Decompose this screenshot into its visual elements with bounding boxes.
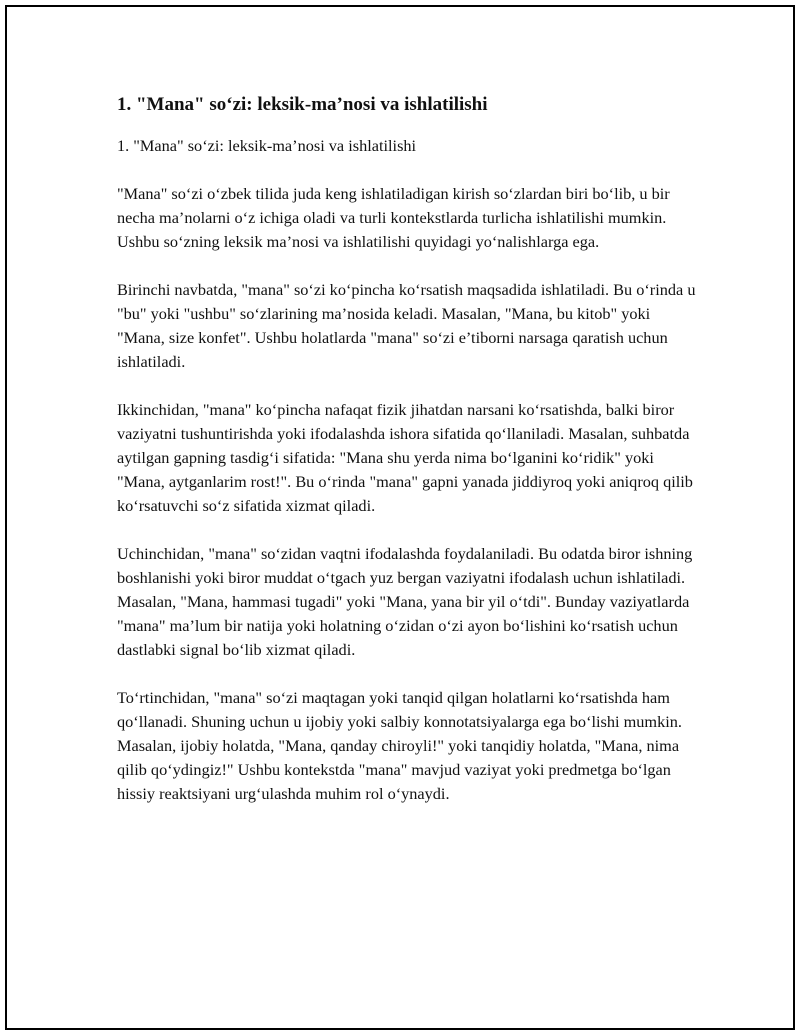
document-title: 1. "Mana" so‘zi: leksik-ma’nosi va ishlatilishi xyxy=(117,94,488,115)
paragraph-3: Ikkinchidan, "mana" ko‘pincha nafaqat fizik jihatdan narsani ko‘rsatishda, balki biror vaziyatni tushuntirishda yoki ifodalashda ishora sifatida qo‘llaniladi. Masalan, suhbatda aytilgan gapning tasdig‘i sifatida: "Mana shu yerda nima bo‘lganini ko‘ridik" yoki "Mana, aytganlarim rost!". Bu o‘rinda "mana" gapni yanada jiddiyroq yoki aniqroq qilib ko‘rsatuvchi so‘z sifatida xizmat qiladi. xyxy=(117,400,693,515)
paragraph-4: Uchinchidan, "mana" so‘zidan vaqtni ifodalashda foydalaniladi. Bu odatda biror ishning boshlanishi yoki biror muddat o‘tgach yuz bergan vaziyatni ifodalash uchun ishlatiladi. Masalan, "Mana, hammasi tugadi" yoki "Mana, yana bir yil o‘tdi". Bunday vaziyatlarda "mana" ma’lum bir natija yoki holatning o‘zidan o‘zi ayon bo‘lishini ko‘rsatish uchun dastlabki signal bo‘lib xizmat qiladi. xyxy=(117,544,693,659)
paragraph-5: To‘rtinchidan, "mana" so‘zi maqtagan yoki tanqid qilgan holatlarni ko‘rsatishda ham qo‘llanadi. Shuning uchun u ijobiy yoki salbiy konnotatsiyalarga ega bo‘lishi mumkin. Masalan, ijobiy holatda, "Mana, qanday chiroyli!" yoki tanqidiy holatda, "Mana, nima qilib qo‘ydingiz!" Ushbu kontekstda "mana" mavjud vaziyat yoki predmetga bo‘lgan hissiy reaktsiyani urg‘ulashda muhim rol o‘ynaydi. xyxy=(117,688,682,803)
paragraph-2: Birinchi navbatda, "mana" so‘zi ko‘pincha ko‘rsatish maqsadida ishlatiladi. Bu o‘rinda u "bu" yoki "ushbu" so‘zlarining ma’nosida keladi. Masalan, "Mana, bu kitob" yoki "Mana, size konfet". Ushbu holatlarda "mana" so‘zi e’tiborni narsaga qaratish uchun ishlatiladi. xyxy=(117,280,696,371)
paragraph-1: "Mana" so‘zi o‘zbek tilida juda keng ishlatiladigan kirish so‘zlardan biri bo‘lib, u bir necha ma’nolarni o‘z ichiga oladi va turli kontekstlarda turlicha ishlatilishi mumkin. Ushbu so‘zning leksik ma’nosi va ishlatilishi quyidagi yo‘nalishlarga ega. xyxy=(117,184,670,251)
document-body xyxy=(117,92,697,830)
document-subtitle: 1. "Mana" so‘zi: leksik-ma’nosi va ishlatilishi xyxy=(117,136,417,155)
